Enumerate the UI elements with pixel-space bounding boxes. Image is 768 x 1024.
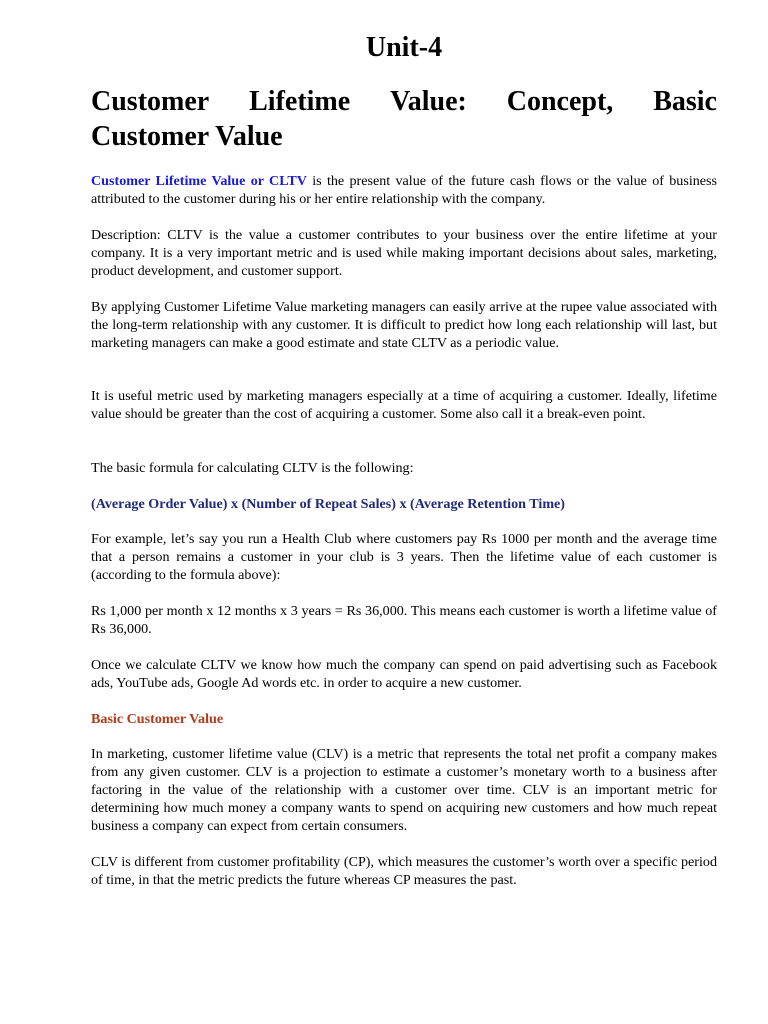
main-title-word: Lifetime bbox=[249, 86, 351, 117]
paragraph-calculation: Rs 1,000 per month x 12 months x 3 years = Rs 36,000. This means each customer is worth a lifetime value of Rs 36,000. bbox=[91, 603, 717, 637]
main-title-line-1 bbox=[91, 84, 717, 119]
unit-title: Unit-4 bbox=[365, 32, 443, 63]
main-title-line-2: Customer Value bbox=[91, 121, 283, 152]
paragraph-useful-metric: It is useful metric used by marketing managers especially at a time of acquiring a customer. Ideally, lifetime value should be greater than the cost of acquiring a customer. Some also call it a break-even point. bbox=[91, 388, 717, 422]
main-title-word: Concept, bbox=[506, 86, 614, 117]
section-subheading: Basic Customer Value bbox=[91, 711, 224, 727]
paragraph-clv-vs-cp: CLV is different from customer profitability (CP), which measures the customer’s worth over a specific period of time, in that the metric predicts the future whereas CP measures the past. bbox=[91, 854, 717, 888]
paragraph-description: Description: CLTV is the value a customer contributes to your business over the entire lifetime at your company. It is a very important metric and is used while making important decisions about sales, marketing, product development, and customer support. bbox=[91, 227, 717, 279]
paragraph-clv-definition: In marketing, customer lifetime value (CLV) is a metric that represents the total net profit a company makes from any given customer. CLV is a projection to estimate a customer’s monetary worth to a business after factoring in the value of the relationship with a customer over time. CLV is an important metric for determining how much money a company wants to spend on acquiring new customers and how much repeat business a company can expect from certain consumers. bbox=[91, 746, 717, 834]
paragraph-formula-intro: The basic formula for calculating CLTV is the following: bbox=[91, 460, 414, 476]
main-title-word: Customer bbox=[91, 86, 210, 117]
paragraph-advertising: Once we calculate CLTV we know how much the company can spend on paid advertising such as Facebook ads, YouTube ads, Google Ad words etc. in order to acquire a new customer. bbox=[91, 657, 717, 691]
cltv-term: Customer Lifetime Value or CLTV bbox=[91, 173, 307, 189]
main-title-word: Value: bbox=[390, 86, 467, 117]
formula: (Average Order Value) x (Number of Repeat Sales) x (Average Retention Time) bbox=[91, 496, 566, 512]
main-title-word: Basic bbox=[653, 86, 717, 117]
paragraph-cltv-definition bbox=[91, 172, 717, 208]
cltv-definition-text: is the present value of the future cash flows or the value of business attributed to the customer during his or her entire relationship with the company. bbox=[91, 173, 718, 207]
main-title bbox=[91, 84, 717, 154]
paragraph-applying-cltv: By applying Customer Lifetime Value marketing managers can easily arrive at the rupee value associated with the long-term relationship with any customer. It is difficult to predict how long each relationship will last, but marketing managers can make a good estimate and state CLTV as a periodic value. bbox=[91, 299, 717, 351]
paragraph-example: For example, let’s say you run a Health Club where customers pay Rs 1000 per month and the average time that a person remains a customer in your club is 3 years. Then the lifetime value of each customer is (according to the formula above): bbox=[91, 531, 717, 583]
